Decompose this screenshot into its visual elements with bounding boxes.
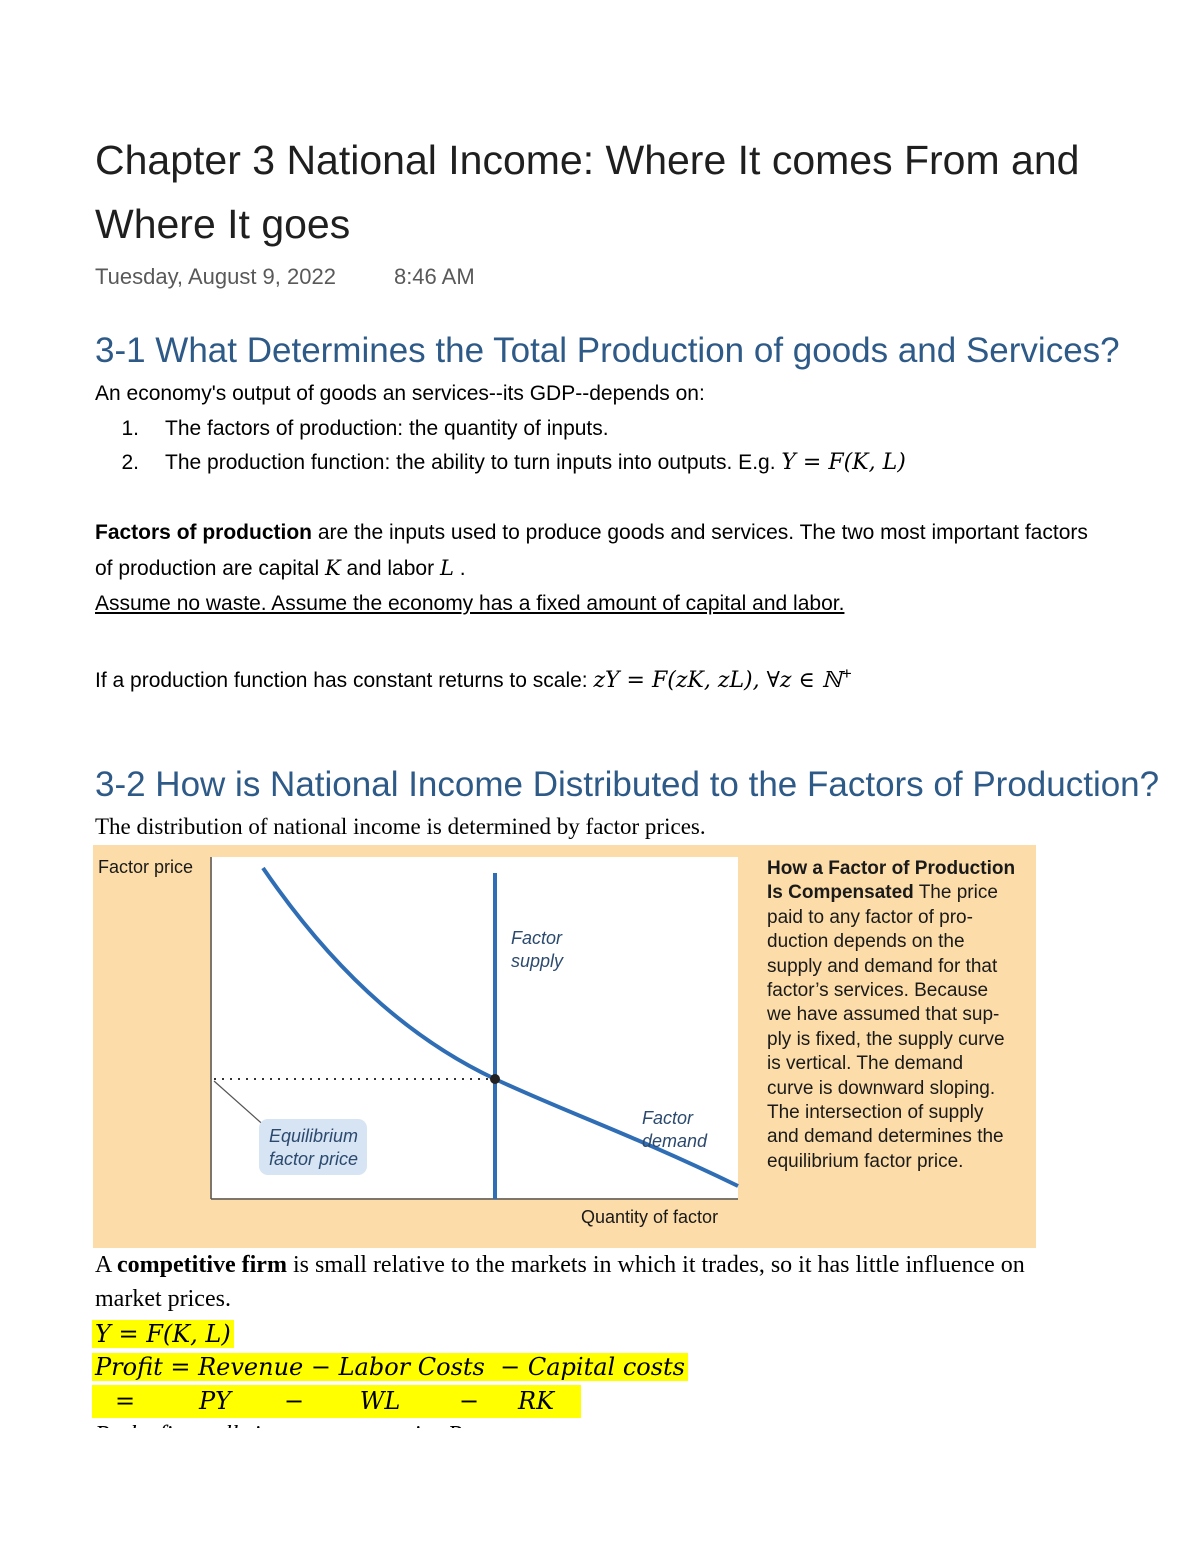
list-item (95, 415, 609, 443)
list-number: 1. (121, 417, 139, 440)
paragraph-text: A (95, 1252, 118, 1278)
factors-paragraph-line-1 (95, 519, 1088, 547)
equilibrium-label-line-1: Equilibrium (269, 1126, 359, 1146)
caption-text: The intersection of supply (767, 1102, 984, 1124)
math-superscript: + (841, 664, 852, 683)
math-expression: Y = F(K, L) (781, 450, 906, 475)
y-axis-label: Factor price (98, 857, 194, 877)
equation-profit-terms (92, 1385, 581, 1418)
factor-price-figure (93, 845, 1036, 1248)
math-symbol: K (324, 556, 341, 580)
math-expression: zY = F(zK, zL), ∀z ∈ ℕ (593, 668, 842, 693)
date-text: Tuesday, August 9, 2022 (95, 264, 336, 289)
page-bottom-mask (0, 1428, 1200, 1553)
eq-term: WL (359, 1387, 401, 1415)
highlighted-equation: Y = F(K, L) (92, 1320, 234, 1348)
list-number: 2. (121, 451, 139, 474)
caption-text: equilibrium factor price. (767, 1150, 964, 1172)
caption-text: ply is fixed, the supply curve (767, 1028, 1005, 1050)
math-symbol: L (439, 556, 454, 580)
list-item (95, 449, 906, 477)
paragraph-text: If a production function has constant returns to scale: (95, 669, 594, 692)
bold-term: Factors of production (95, 521, 312, 544)
timestamp (95, 264, 475, 290)
list-text: The factors of production: the quantity of inputs. (165, 417, 609, 440)
highlighted-equation (92, 1385, 581, 1418)
paragraph-text: and labor (340, 557, 440, 580)
equation-output (92, 1318, 234, 1351)
demand-label-line-2: demand (642, 1131, 708, 1151)
assumption-text: Assume no waste. Assume the economy has a fixed amount of capital and labor. (95, 592, 845, 615)
caption-title: How a Factor of Production Is Compensated (767, 858, 1016, 904)
supply-label-line-2: supply (511, 951, 564, 971)
equation-profit (92, 1351, 688, 1384)
supply-label-line-1: Factor (511, 928, 563, 948)
eq-term: − (283, 1387, 305, 1415)
time-text: 8:46 AM (393, 264, 475, 289)
competitive-firm-line-1 (95, 1250, 1025, 1281)
caption-text: supply and demand for that (767, 955, 998, 977)
eq-term: = (114, 1387, 136, 1415)
x-axis-label: Quantity of factor (581, 1207, 719, 1227)
paragraph-text: . (453, 557, 466, 580)
section1-intro: An economy's output of goods an services--its GDP--depends on: (95, 382, 705, 405)
caption-text: is vertical. The demand (767, 1053, 964, 1075)
eq-term: RK (518, 1387, 554, 1415)
crs-line (95, 660, 852, 695)
figure-caption (767, 857, 1022, 1174)
caption-text: paid to any factor of pro- (767, 906, 973, 928)
page-title-line-2: Where It goes (95, 201, 351, 247)
section-heading-3-2: 3-2 How is National Income Distributed to the Factors of Production? (95, 765, 1160, 804)
page-title-line-1: Chapter 3 National Income: Where It comes From and (95, 137, 1080, 183)
caption-text: factor’s services. Because (767, 980, 989, 1002)
caption-text: and demand determines the (767, 1126, 1004, 1148)
equilibrium-point (490, 1074, 500, 1084)
equilibrium-label-line-2: factor price (269, 1149, 359, 1169)
competitive-firm-line-2: market prices. (95, 1286, 231, 1312)
factors-paragraph-line-2 (95, 554, 466, 583)
highlighted-equation: Profit = Revenue − Labor Costs − Capital costs (92, 1353, 688, 1381)
caption-text: curve is downward sloping. (767, 1077, 996, 1099)
section2-intro: The distribution of national income is determined by factor prices. (95, 814, 706, 839)
paragraph-text: are the inputs used to produce goods and services. The two most important factors (312, 521, 1088, 544)
bold-term: competitive firm (117, 1252, 287, 1278)
caption-text: duction depends on the (767, 931, 965, 953)
demand-label-line-1: Factor (642, 1108, 694, 1128)
eq-term: − (458, 1387, 480, 1415)
eq-term: PY (199, 1387, 231, 1415)
list-text: The production function: the ability to turn inputs into outputs. E.g. (165, 451, 782, 474)
caption-text: we have assumed that sup- (767, 1004, 1000, 1026)
caption-text: The price (918, 882, 998, 904)
paragraph-text: of production are capital (95, 557, 325, 580)
paragraph-text: is small relative to the markets in which it trades, so it has little influence on (286, 1252, 1025, 1278)
section-heading-3-1: 3-1 What Determines the Total Production of goods and Services? (95, 331, 1120, 370)
